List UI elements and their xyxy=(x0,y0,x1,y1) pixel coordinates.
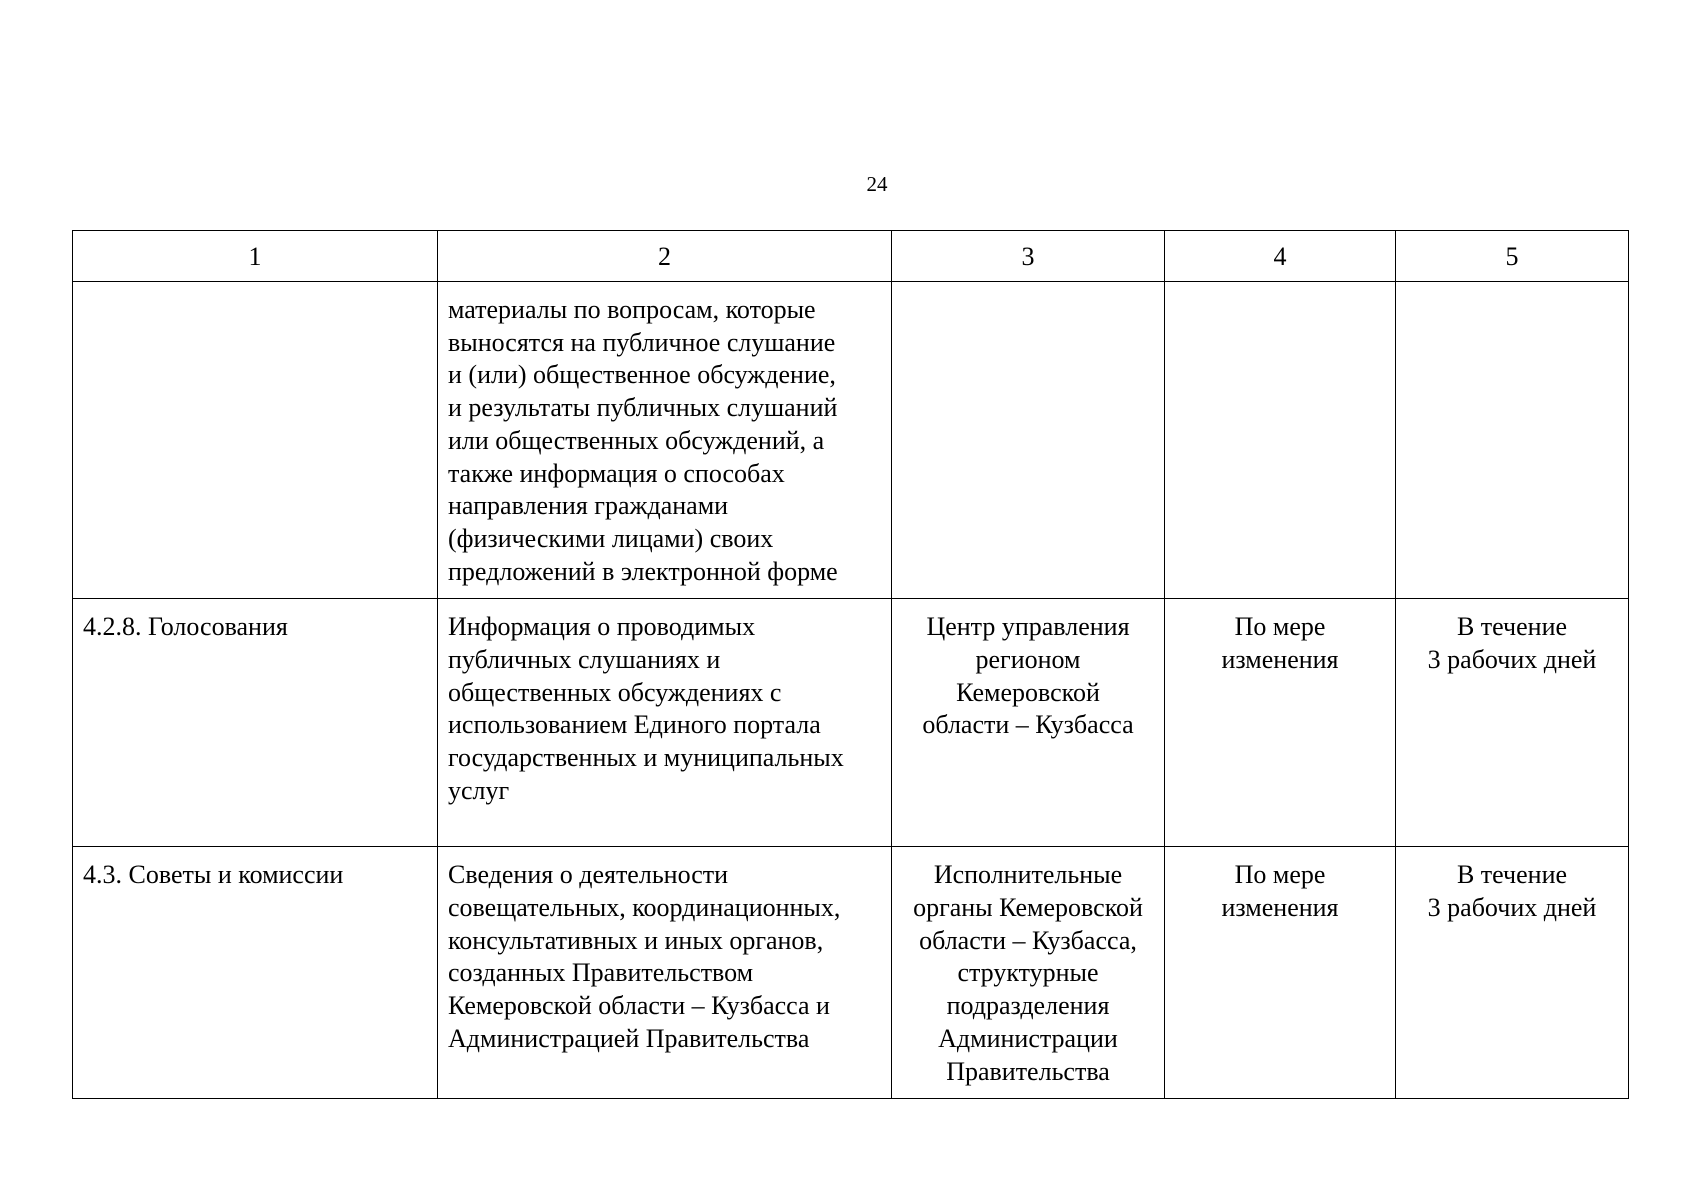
responsible-cell xyxy=(892,282,1165,599)
table-row xyxy=(73,847,1629,1099)
content-cell: Информация о проводимых публичных слушаниях и общественных обсуждениях с использованием Единого портала государственных и муниципальных услуг xyxy=(438,599,892,847)
frequency-cell xyxy=(1165,282,1396,599)
column-header-5: 5 xyxy=(1396,231,1629,282)
document-table xyxy=(72,230,1629,1099)
table-row xyxy=(73,282,1629,599)
table-header-row xyxy=(73,231,1629,282)
frequency-cell: По мере изменения xyxy=(1165,599,1396,847)
section-cell: 4.2.8. Голосования xyxy=(73,599,438,847)
section-cell: 4.3. Советы и комиссии xyxy=(73,847,438,1099)
deadline-cell: В течение 3 рабочих дней xyxy=(1396,847,1629,1099)
responsible-cell: Центр управления регионом Кемеровской области – Кузбасса xyxy=(892,599,1165,847)
content-cell: Сведения о деятельности совещательных, координационных, консультативных и иных органов, созданных Правительством Кемеровской области – Кузбасса и Администрацией Правительства xyxy=(438,847,892,1099)
content-cell: материалы по вопросам, которые выносятся на публичное слушание и (или) общественное обсуждение, и результаты публичных слушаний или общественных обсуждений, а также информация о способах направления гражданами (физическими лицами) своих предложений в электронной форме xyxy=(438,282,892,599)
column-header-2: 2 xyxy=(438,231,892,282)
column-header-3: 3 xyxy=(892,231,1165,282)
table-row xyxy=(73,599,1629,847)
column-header-1: 1 xyxy=(73,231,438,282)
section-cell xyxy=(73,282,438,599)
deadline-cell xyxy=(1396,282,1629,599)
column-header-4: 4 xyxy=(1165,231,1396,282)
responsible-cell: Исполнительные органы Кемеровской области – Кузбасса, структурные подразделения Администрации Правительства xyxy=(892,847,1165,1099)
deadline-cell: В течение 3 рабочих дней xyxy=(1396,599,1629,847)
frequency-cell: По мере изменения xyxy=(1165,847,1396,1099)
page-number: 24 xyxy=(866,172,888,196)
